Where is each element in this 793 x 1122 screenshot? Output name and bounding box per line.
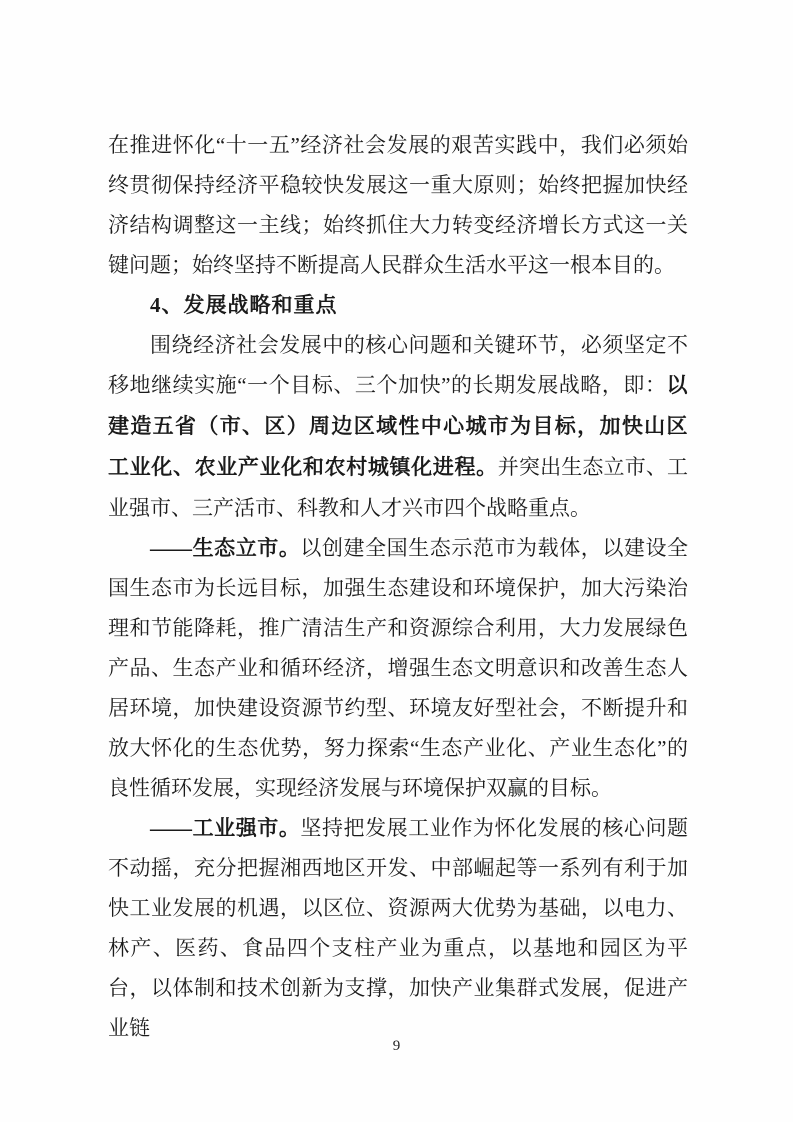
document-body	[108, 125, 688, 1048]
industry-city-lead: ——工业强市。	[150, 816, 301, 840]
section-heading-text: 4、发展战略和重点	[150, 293, 338, 317]
strategy-normal-tail: 并突出生态立市、工业强市、三产活市、科教和人才兴市四个战略重点。	[108, 455, 689, 520]
strategy-bold-emphasis: 以建造五省（市、区）周边区域性中心城市为目标，加快山区工业化、农业产业化和农村城镇化进程。	[108, 374, 688, 479]
strategy-normal-lead: 围绕经济社会发展中的核心问题和关键环节，必须坚定不移地继续实施“一个目标、三个加快”的长期发展战略，即：	[108, 333, 688, 397]
eco-city-lead: ——生态立市。	[150, 536, 301, 560]
paragraph-industry-city	[108, 808, 688, 1048]
section-heading	[108, 285, 688, 325]
industry-city-body: 坚持把发展工业作为怀化发展的核心问题不动摇，充分把握湘西地区开发、中部崛起等一系列有利于加快工业发展的机遇，以区位、资源两大优势为基础，以电力、林产、医药、食品四个支柱产业为重点，以基地和园区为平台，以体制和技术创新为支撑，加快产业集群式发展，促进产业链	[108, 816, 689, 1040]
paragraph-continuation	[108, 125, 688, 285]
paragraph-continuation-text: 在推进怀化“十一五”经济社会发展的艰苦实践中，我们必须始终贯彻保持经济平稳较快发展这一重大原则；始终把握加快经济结构调整这一主线；始终抓住大力转变经济增长方式这一关键问题；始终坚持不断提高人民群众生活水平这一根本目的。	[108, 133, 688, 277]
paragraph-eco-city	[108, 528, 688, 808]
paragraph-strategy	[108, 325, 688, 528]
eco-city-body: 以创建全国生态示范市为载体，以建设全国生态市为长远目标，加强生态建设和环境保护，加大污染治理和节能降耗，推广清洁生产和资源综合利用，大力发展绿色产品、生态产业和循环经济，增强生态文明意识和改善生态人居环境，加快建设资源节约型、环境友好型社会，不断提升和放大怀化的生态优势，努力探索“生态产业化、产业生态化”的良性循环发展，实现经济发展与环境保护双赢的目标。	[108, 536, 689, 800]
page-number: 9	[392, 1038, 401, 1054]
